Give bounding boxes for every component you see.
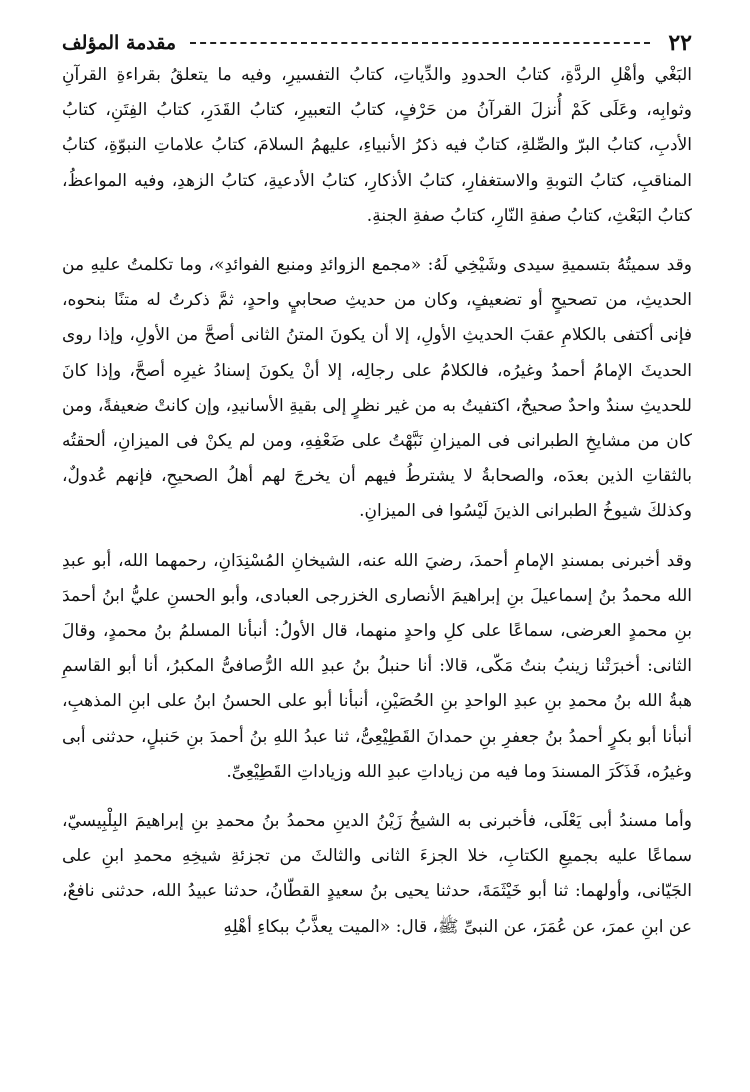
paragraph-musnad-ahmad-chain: وقد أخبرنى بمسندِ الإمامِ أحمدَ، رضيَ الله عنه، الشيخانِ المُسْنِدَانِ، رحمهما الله، أبو عبدِ الله محمدُ بنُ إسماعيلَ بنِ إبراهيمَ الأنصارى الخزرجى العبادى، وأبو الحسنِ عليُّ ابنُ أحمدَ بنِ محمدٍ العرضى، سماعًا على كلِ واحدٍ منهما، قال الأولُ: أنبأنا المسلمُ بنُ محمدٍ، وقالَ الثانى: أخبرَتْنا زينبُ بنتُ مَكّى، قالا: أنا حنبلُ بنُ عبدِ الله الرُّصافىُّ المكبرُ، أنا أبو القاسمِ هبةُ الله بنُ محمدِ بنِ عبدِ الواحدِ بنِ الحُصَيْنِ، أنبأنا أبو على الحسنُ ابنُ على ابنِ المذهبِ، أنبأنا أبو بكرٍ أحمدُ بنُ جعفرِ بنِ حمدانَ القَطِيْعِىُّ، ثنا عبدُ اللهِ بنُ أحمدَ بنِ حَنبلٍ، حدثنى أبى وغيرُه، فَذَكَرَ المسندَ وما فيه من زياداتِ عبدِ الله وزياداتِ القَطِيْعِىِّ.: [62, 550, 692, 782]
page-body: [62, 58, 692, 945]
page-title: مقدمة المؤلف: [62, 32, 177, 54]
page-number: ٢٢: [668, 30, 692, 56]
paragraph-methodology: وقد سميتُهُ بتسميةِ سيدى وشَيْخِي لَهُ: «مجمع الزوائدِ ومنبع الفوائدِ»، وما تكلمتُ عليهِ من الحديثِ، من تصحيحٍ أو تضعيفٍ، وكان من حديثِ صحابيٍ واحدٍ، ثمَّ ذكرتُ له متنًا بنحوه، فإنى أكتفى بالكلامِ عقبَ الحديثِ الأولِ، إلا أن يكونَ المتنُ الثانى أصحَّ من الأولِ، وإذا روى الحديثَ الإمامُ أحمدُ وغيرُه، فالكلامُ على رجالِه، إلا أنْ يكونَ إسنادُ غيرِه أصحَّ، وإذا كانَ للحديثِ سندٌ واحدٌ صحيحٌ، اكتفيتُ به من غير نظرٍ إلى بقيةِ الأسانيدِ، وإن كانتْ ضعيفةً، ومن كان من مشايخِ الطبرانى فى الميزانِ نَبَّهْتُ على ضَعْفِهِ، ومن لم يكنْ فى الميزانِ، ألحقتُه بالثقاتِ الذين بعدَه، والصحابةُ لا يشترطُ فيهم أن يخرجَ لهم أهلُ الصحيحِ، فإنهم عُدولٌ، وكذلكَ شيوخُ الطبرانى الذينَ لَيْسُوا فى الميزانِ.: [62, 255, 692, 522]
header-divider: [190, 42, 650, 44]
paragraph-book-list: البَغْي وأهْلِ الردَّةِ، كتابُ الحدودِ والدِّياتِ، كتابُ التفسيرِ، وفيه ما يتعلقُ بقراءةِ القرآنِ وثوابِه، وعَلَى كَمْ أُنزلَ القرآنُ من حَرْفٍ، كتابُ التعبيرِ، كتابُ القَدَرِ، كتابُ الفِتَنِ، كتابُ الأدبِ، كتابُ البرّ والصِّلةِ، كتابٌ فيه ذكرُ الأنبياءِ، عليهمُ السلامَ، كتابُ علاماتِ النبوّةِ، كتابُ المناقبِ، كتابُ التوبةِ والاستغفارِ، كتابُ الأذكارِ، كتابُ الأدعيةِ، كتابُ الزهدِ، وفيه المواعظُ، كتابُ البَعْثِ، كتابُ صفةِ النّارِ، كتابُ صفةِ الجنةِ.: [62, 65, 692, 226]
page-header: [62, 28, 692, 58]
paragraph-musnad-abi-yala-chain: وأما مسندُ أبى يَعْلَى، فأخبرنى به الشيخُ زَيْنُ الدينِ محمدُ بنُ محمدِ بنِ إبراهيمَ البِلْبِيسيّ، سماعًا عليه بجميعِ الكتابِ، خلا الجزءَ الثانى والثالثَ من تجزئةِ شيخِهِ محمدِ ابنِ على الجَيّانى، وأولهما: ثنا أبو خَيْثَمَةَ، حدثنا يحيى بنُ سعيدٍ القطّانُ، حدثنا عبيدُ الله، حدثنى نافعٌ، عن ابنِ عمرَ، عن عُمَرَ، عن النبىِّ ﷺ، قال: «الميت يعذَّبُ ببكاءِ أهْلِهِ: [62, 811, 692, 937]
